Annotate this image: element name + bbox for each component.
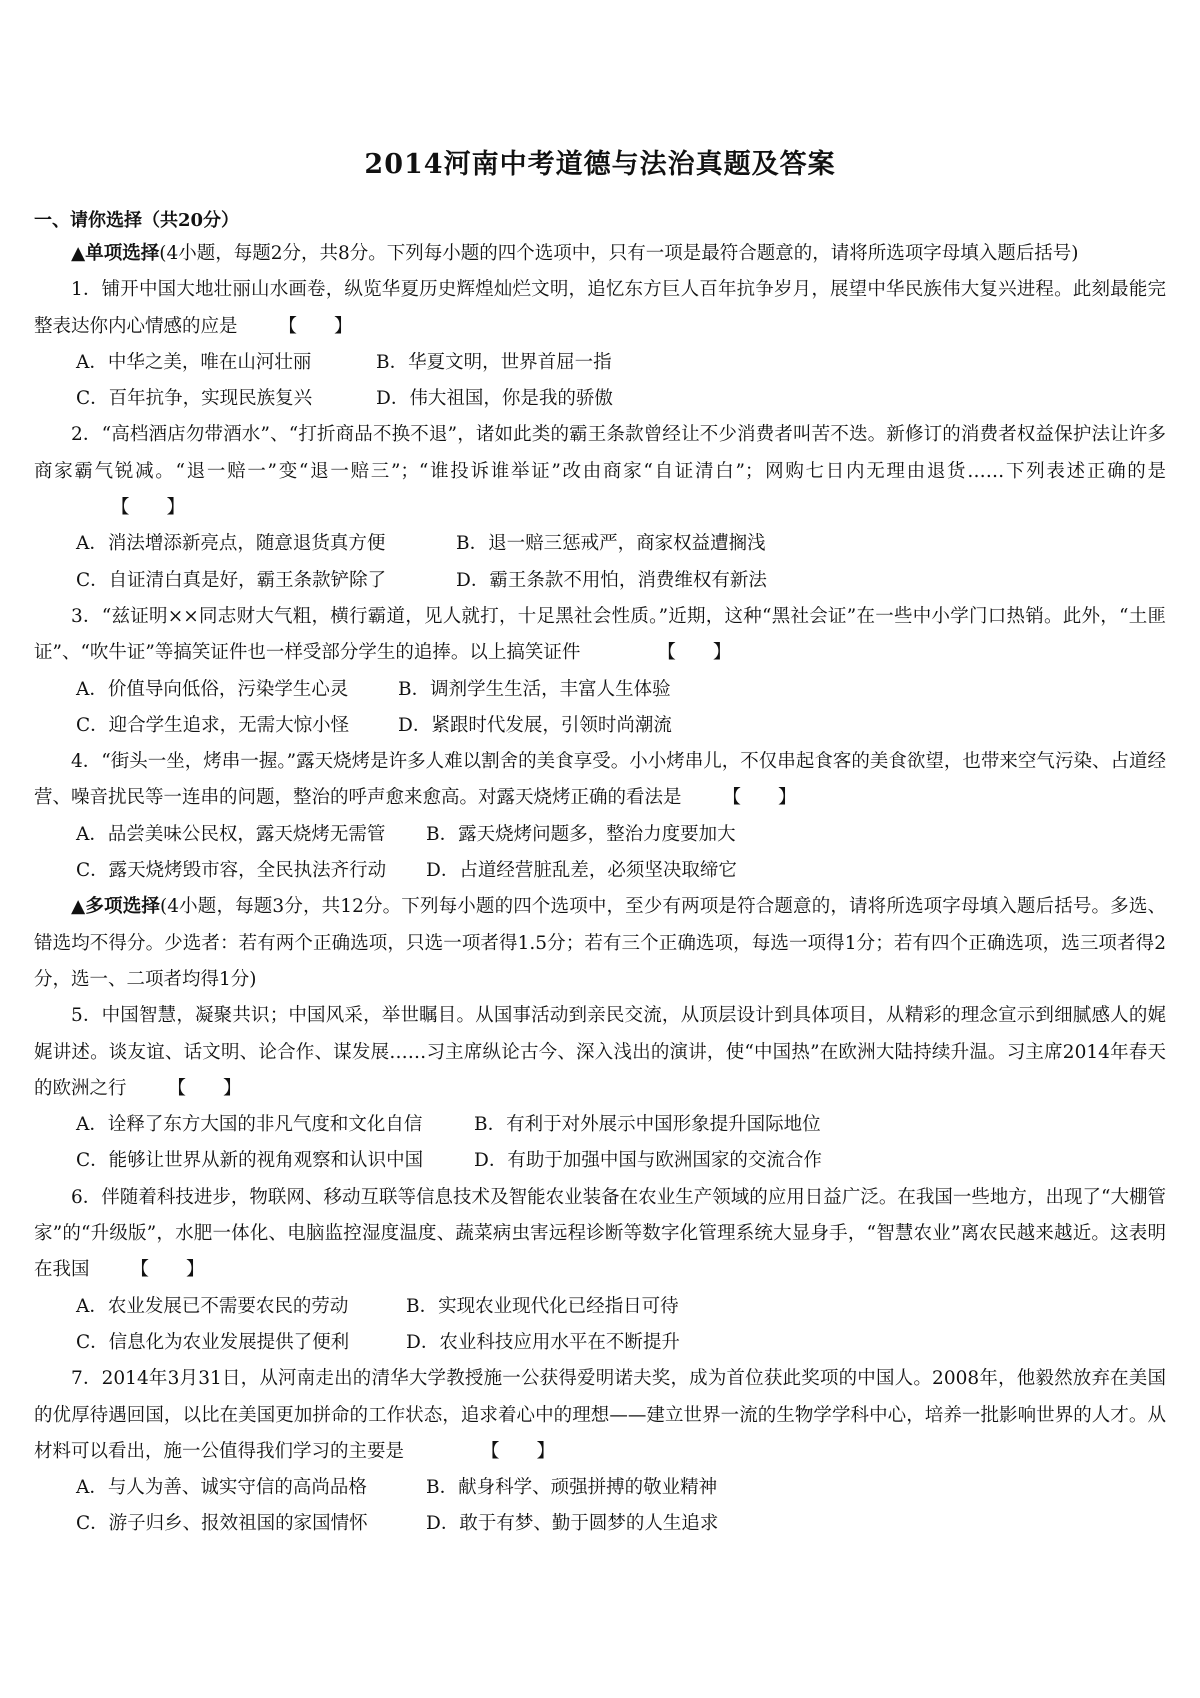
option-a: A．与人为善、诚实守信的高尚品格	[76, 1477, 367, 1499]
question-stem	[34, 417, 1166, 526]
single-choice-label: ▲单项选择	[71, 243, 160, 264]
question-body	[34, 236, 1166, 1543]
question-text: 6．伴随着科技进步，物联网、移动互联等信息技术及智能农业装备在农业生产领域的应用日益广泛。在我国一些地方，出现了“大棚管家”的“升级版”，水肥一体化、电脑监控湿度温度、蔬菜病虫害远程诊断等数字化管理系统大显身手，“智慧农业”离农民越来越近。这表明在我国	[34, 1186, 1166, 1281]
answer-blank: 【 】	[722, 787, 797, 809]
multi-choice-instructions	[34, 889, 1166, 998]
option-d: D．紧跟时代发展，引领时尚潮流	[398, 714, 672, 736]
option-row	[34, 1506, 1166, 1542]
option-a: A．中华之美，唯在山河壮丽	[76, 351, 312, 373]
question-stem	[34, 744, 1166, 817]
option-c: C．能够让世界从新的视角观察和认识中国	[76, 1150, 424, 1172]
question-stem	[34, 998, 1166, 1107]
question-text: 5．中国智慧，凝聚共识；中国风采，举世瞩目。从国事活动到亲民交流，从顶层设计到具体项目，从精彩的理念宣示到细腻感人的娓娓讲述。谈友谊、话文明、论合作、谋发展……习主席纵论古今、深入浅出的演讲，使“中国热”在欧洲大陆持续升温。习主席2014年春天的欧洲之行	[34, 1005, 1166, 1099]
option-row	[34, 708, 1166, 744]
option-c: C．信息化为农业发展提供了便利	[76, 1331, 350, 1353]
answer-blank: 【 】	[481, 1440, 556, 1462]
question-stem	[34, 1361, 1166, 1470]
option-c: C．露天烧烤毁市容，全民执法齐行动	[76, 860, 387, 882]
option-row	[34, 1107, 1166, 1143]
page-title: 2014河南中考道德与法治真题及答案	[364, 149, 836, 180]
option-row	[34, 672, 1166, 708]
answer-blank: 【 】	[278, 315, 353, 337]
answer-blank: 【 】	[111, 497, 186, 519]
option-row	[34, 853, 1166, 889]
option-b: B．退一赔三惩戒严，商家权益遭搁浅	[456, 533, 766, 555]
option-a: A．价值导向低俗，污染学生心灵	[76, 678, 349, 700]
answer-blank: 【 】	[657, 642, 732, 664]
option-row	[34, 1289, 1166, 1325]
option-d: D．伟大祖国，你是我的骄傲	[376, 388, 613, 410]
single-choice-instructions	[34, 236, 1166, 272]
option-b: B．调剂学生生活，丰富人生体验	[398, 678, 671, 700]
option-a: A．诠释了东方大国的非凡气度和文化自信	[76, 1114, 423, 1136]
option-row	[34, 817, 1166, 853]
option-d: D．敢于有梦、勤于圆梦的人生追求	[426, 1513, 719, 1535]
answer-blank: 【 】	[167, 1077, 242, 1099]
option-b: B．实现农业现代化已经指日可待	[406, 1295, 679, 1317]
option-d: D．有助于加强中国与欧洲国家的交流合作	[474, 1150, 822, 1172]
option-c: C．百年抗争，实现民族复兴	[76, 388, 313, 410]
question-text: 2．“高档酒店勿带酒水”、“打折商品不换不退”，诸如此类的霸王条款曾经让不少消费者叫苦不迭。新修订的消费者权益保护法让许多商家霸气锐减。“退一赔一”变“退一赔三”；“谁投诉谁举证”改由商家“自证清白”；网购七日内无理由退货……下列表述正确的是	[34, 424, 1166, 482]
option-row	[34, 1325, 1166, 1361]
multi-choice-desc: (4小题，每题3分，共12分。下列每小题的四个选项中，至少有两项是符合题意的，请将所选项字母填入题后括号。多选、错选均不得分。少选者：若有两个正确选项，只选一项者得1.5分；若有三个正确选项，每选一项得1分；若有四个正确选项，选三项者得2分，选一、二项者均得1分)	[34, 896, 1166, 990]
option-row	[34, 526, 1166, 562]
section-heading: 一、请你选择（共20分）	[34, 210, 240, 231]
option-c: C．自证清白真是好，霸王条款铲除了	[76, 569, 387, 591]
option-d: D．霸王条款不用怕，消费维权有新法	[456, 569, 767, 591]
option-a: A．农业发展已不需要农民的劳动	[76, 1295, 349, 1317]
option-c: C．迎合学生追求，无需大惊小怪	[76, 714, 350, 736]
option-b: B．露天烧烤问题多，整治力度要加大	[426, 823, 736, 845]
question-text: 3．“兹证明××同志财大气粗，横行霸道，见人就打，十足黑社会性质。”近期，这种“黑社会证”在一些中小学门口热销。此外，“土匪证”、“吹牛证”等搞笑证件也一样受部分学生的追捧。以上搞笑证件	[34, 605, 1166, 664]
option-b: B．华夏文明，世界首屈一指	[376, 351, 612, 373]
single-choice-desc: (4小题，每题2分，共8分。下列每小题的四个选项中，只有一项是最符合题意的，请将所选项字母填入题后括号)	[159, 243, 1079, 264]
multi-choice-label: ▲多项选择	[71, 896, 160, 918]
question-stem	[34, 272, 1166, 345]
option-row	[34, 381, 1166, 417]
option-row	[34, 1143, 1166, 1179]
option-row	[34, 1470, 1166, 1506]
option-row	[34, 563, 1166, 599]
question-text: 7．2014年3月31日，从河南走出的清华大学教授施一公获得爱明诺夫奖，成为首位获此奖项的中国人。2008年，他毅然放弃在美国的优厚待遇回国，以比在美国更加拼命的工作状态，追求着心中的理想——建立世界一流的生物学学科中心，培养一批影响世界的人才。从材料可以看出，施一公值得我们学习的主要是	[34, 1368, 1166, 1462]
question-stem	[34, 599, 1166, 672]
option-a: A．消法增添新亮点，随意退货真方便	[76, 533, 386, 555]
option-d: D．农业科技应用水平在不断提升	[406, 1331, 680, 1353]
question-text: 4．“街头一坐，烤串一握。”露天烧烤是许多人难以割舍的美食享受。小小烤串儿，不仅串起食客的美食欲望，也带来空气污染、占道经营、噪音扰民等一连串的问题，整治的呼声愈来愈高。对露天烧烤正确的看法是	[34, 751, 1166, 809]
option-d: D．占道经营脏乱差，必须坚决取缔它	[426, 860, 737, 882]
option-c: C．游子归乡、报效祖国的家国情怀	[76, 1513, 368, 1535]
option-b: B．献身科学、顽强拼搏的敬业精神	[426, 1477, 718, 1499]
answer-blank: 【 】	[130, 1259, 205, 1281]
option-a: A．品尝美味公民权，露天烧烤无需管	[76, 823, 386, 845]
option-row	[34, 345, 1166, 381]
question-text: 1．铺开中国大地壮丽山水画卷，纵览华夏历史辉煌灿烂文明，追忆东方巨人百年抗争岁月，展望中华民族伟大复兴进程。此刻最能完整表达你内心情感的应是	[34, 279, 1166, 337]
option-b: B．有利于对外展示中国形象提升国际地位	[474, 1114, 821, 1136]
question-stem	[34, 1180, 1166, 1289]
